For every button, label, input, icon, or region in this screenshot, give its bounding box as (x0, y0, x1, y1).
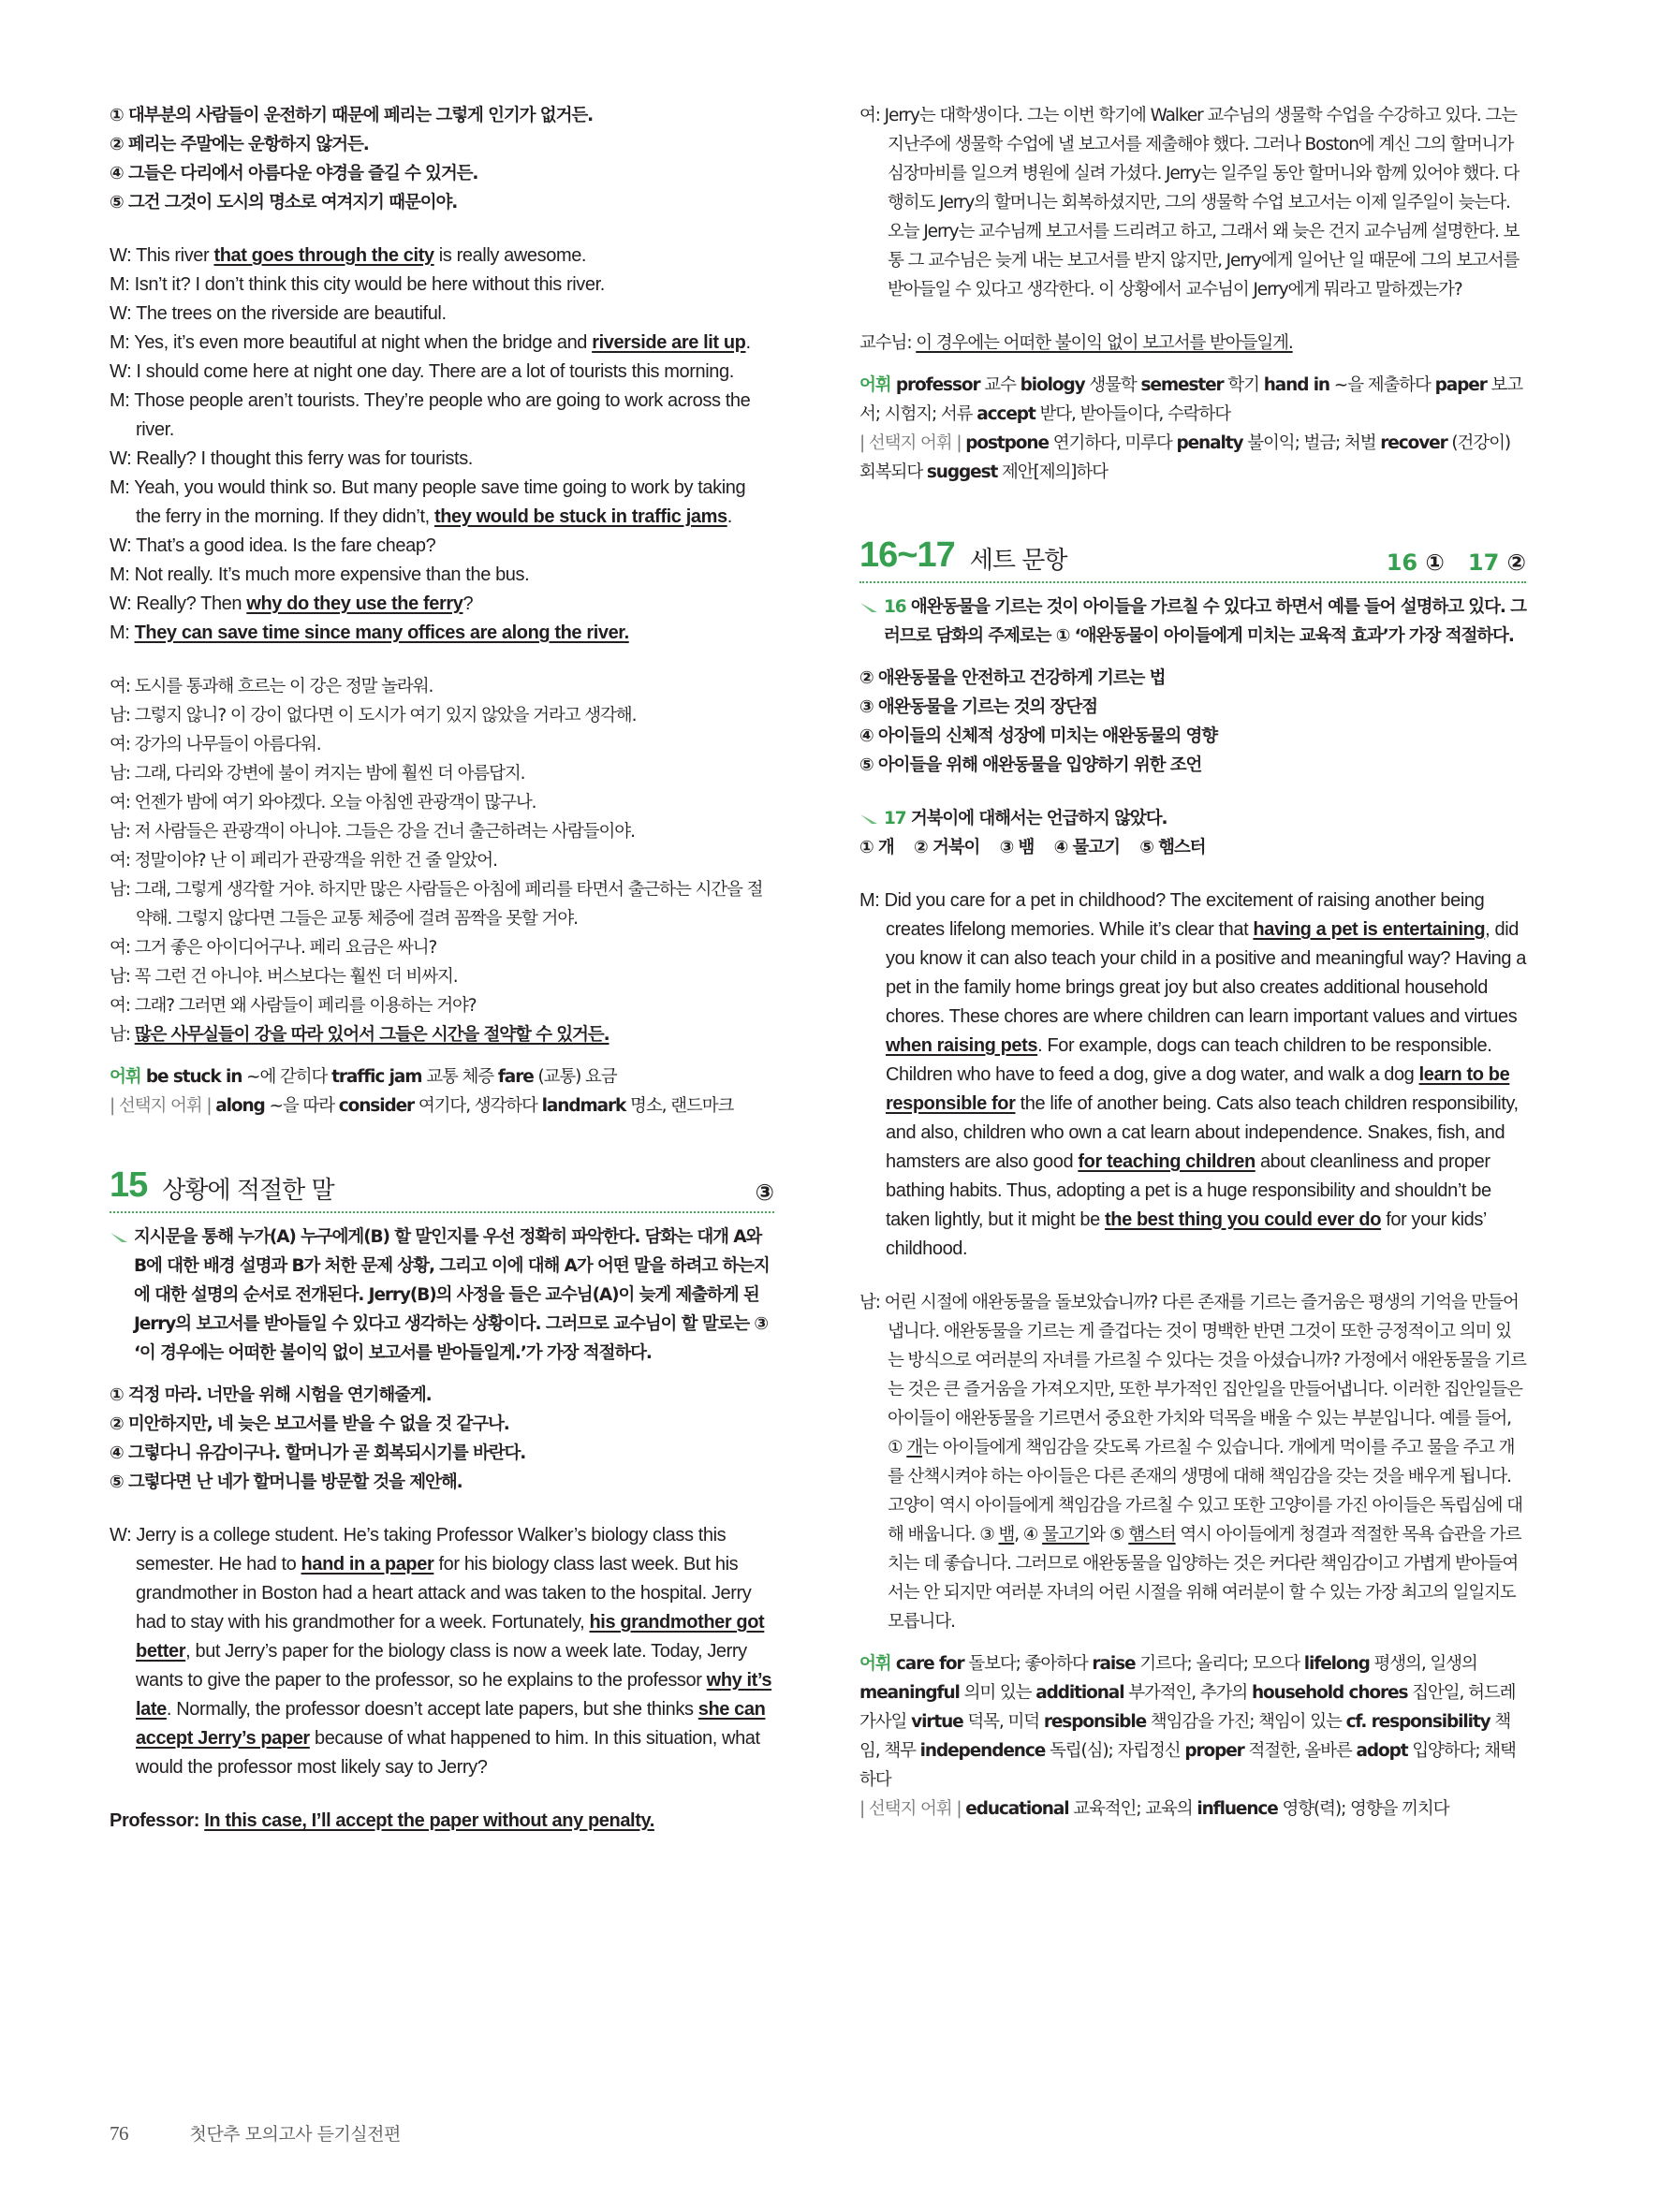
bold-text: be stuck in (145, 1067, 242, 1087)
bold-text: virtue (911, 1712, 963, 1732)
question-16-explanation (859, 593, 1526, 651)
dialogue-line (110, 271, 774, 300)
vocab-label: 어휘 (859, 375, 896, 395)
text-segment: for your kids’ childhood. (886, 1209, 1487, 1259)
text-segment: 독립(심); 자립정신 (1045, 1741, 1185, 1761)
choice-vocab-line (110, 1091, 774, 1121)
section-answer: ③ (755, 1179, 774, 1206)
text-segment: W: Really? Then (110, 593, 247, 614)
text-segment: , but Jerry’s paper for the biology class is now a week late. Today, Jerry wants to give the paper to the professor, so he explains to the professor (136, 1641, 747, 1691)
bold-text: lifelong (1303, 1654, 1370, 1674)
vocab-label: 어휘 (859, 1654, 896, 1674)
text-segment: 16 (884, 597, 906, 617)
text-segment: 여: 언젠가 밤에 여기 와야겠다. 오늘 아침엔 관광객이 많구나. (110, 793, 536, 813)
text-segment: . (727, 506, 732, 527)
underlined-text: They can save time since many offices are along the river. (134, 623, 629, 643)
section-15-explanation (110, 1223, 774, 1368)
underlined-text: when raising pets (886, 1035, 1038, 1056)
text-segment: ~을 제출하다 (1329, 375, 1435, 395)
section-answers: 16 ① 17 ② (1386, 549, 1526, 576)
text-segment: 남: (110, 1025, 135, 1045)
text-segment: M: Not really. It’s much more expensive than the bus. (110, 564, 530, 585)
bold-text: hand in (1263, 375, 1330, 395)
text-segment: ? (463, 593, 474, 614)
underlined-text: his grandmother got better (136, 1612, 765, 1662)
text-segment: 교육적인; 교육의 (1068, 1799, 1197, 1819)
dialogue-line (110, 329, 774, 358)
text-segment: M: (110, 623, 135, 643)
dialogue-line (110, 846, 774, 875)
bold-text: landmark (541, 1096, 626, 1116)
text-segment: 받다, 받아들이다, 수락하다 (1035, 404, 1231, 424)
text-segment: 거북이에 대해서는 언급하지 않았다. (905, 809, 1167, 828)
section-15-choices (110, 1381, 774, 1497)
text-segment: 17 (884, 809, 906, 828)
section-15-vocabulary (859, 371, 1526, 487)
pencil-tick-icon (110, 1231, 128, 1244)
choice-vocab-line (859, 1795, 1526, 1824)
section-15-header (110, 1165, 774, 1213)
underlined-text: 햄스터 (1128, 1525, 1176, 1545)
text-segment: 책임감을 가진; 책임이 있는 (1146, 1712, 1346, 1732)
underlined-text: why it’s late (136, 1670, 772, 1720)
dialogue-line (110, 875, 774, 933)
dialogue-line (110, 358, 774, 387)
text-segment: 여기다, 생각하다 (414, 1096, 542, 1116)
text-segment: 학기 (1223, 375, 1264, 395)
dialogue-line (110, 788, 774, 817)
question-17-explanation (859, 804, 1526, 833)
underlined-text: riverside are lit up (592, 332, 746, 353)
text-segment: 연기하다, 미루다 (1048, 433, 1177, 453)
underlined-text: learn to be responsible for (886, 1064, 1510, 1114)
bold-text: educational (965, 1799, 1069, 1819)
dialogue-line (110, 590, 774, 619)
text-segment: W: This river (110, 245, 214, 266)
section-title: 상황에 적절한 말 (162, 1177, 334, 1205)
underlined-text: In this case, I’ll accept the paper without any penalty. (204, 1810, 654, 1831)
text-segment: 애완동물을 기르는 것이 아이들을 가르칠 수 있다고 하면서 예를 들어 설명하고 있다. 그러므로 담화의 주제로는 ① (884, 597, 1526, 646)
text-segment: 역시 아이들에게 청결과 적절한 목욕 습관을 가르치는 데 좋습니다. 그러므로 애완동물을 입양하는 것은 커다란 책임감이고 가볍게 받아들여서는 안 되지만 여러분 자녀의 어린 시절을 위해 여러분이 할 수 있는 가장 최고의 일일지도 모릅니다. (888, 1525, 1521, 1632)
text-segment: 남: 그렇지 않니? 이 강이 없다면 이 도시가 여기 있지 않았을 거라고 생각해. (110, 706, 637, 725)
text-segment: M: Those people aren’t tourists. They’re people who are going to work across the river. (110, 390, 751, 440)
text-segment: (교통) 요금 (533, 1067, 617, 1087)
q14-vocabulary (110, 1062, 774, 1121)
section-15-answer-line (110, 1807, 774, 1836)
text-segment: 입양하다; 채택하다 (859, 1741, 1516, 1790)
choice-item: ④ 아이들의 신체적 성장에 미치는 애완동물의 영향 (859, 726, 1218, 746)
choice-item: ② 애완동물을 안전하고 건강하게 기르는 법 (859, 668, 1166, 688)
underlined-text: that goes through the city (213, 245, 434, 266)
underlined-text: why do they use the ferry (246, 593, 463, 614)
text-segment: W: That’s a good idea. Is the fare cheap? (110, 535, 436, 556)
text-segment: . Normally, the professor doesn’t accept late papers, but she thinks (166, 1699, 698, 1720)
underlined-text: they would be stuck in traffic jams (433, 506, 727, 527)
underlined-text: having a pet is entertaining (1253, 919, 1486, 940)
bold-text: cf. responsibility (1345, 1712, 1490, 1732)
text-segment: 교수 (979, 375, 1021, 395)
bold-text: paper (1434, 375, 1487, 395)
text-segment: M: Isn’t it? I don’t think this city would be here without this river. (110, 274, 605, 295)
underlined-text: 뱀 (998, 1525, 1015, 1545)
choice-vocab-label: | 선택지 어휘 | (859, 433, 966, 453)
bold-text: adopt (1356, 1741, 1408, 1761)
underlined-text: 개 (906, 1438, 923, 1458)
text-segment: 남: 그래, 다리와 강변에 불이 켜지는 밤에 훨씬 더 아름답지. (110, 764, 525, 784)
text-segment: 여: 그거 좋은 아이디어구나. 페리 요금은 싸니? (110, 938, 437, 958)
bold-text: semester (1140, 375, 1224, 395)
text-segment: because of what happened to him. In this situation, what would the professor most likely say to Jerry? (136, 1728, 760, 1778)
pencil-tick-icon (859, 601, 878, 614)
choice-vocab-line (859, 429, 1526, 487)
text-segment: about cleanliness and proper bathing habits. Thus, adopting a pet is a huge responsibility and shouldn’t be taken lightly, but it might be (886, 1151, 1491, 1230)
bold-text: influence (1197, 1799, 1278, 1819)
question-17-choices: ① 개 ② 거북이 ③ 뱀 ④ 물고기 ⑤ 햄스터 (859, 838, 1206, 857)
bold-text: independence (919, 1741, 1046, 1761)
section-16-17-header (859, 535, 1526, 583)
q14-dialogue-en (110, 242, 774, 648)
bold-text: care for (895, 1654, 964, 1674)
dialogue-line (110, 1020, 774, 1049)
text-segment: 교통 체증 (421, 1067, 498, 1087)
page-number: 76 (110, 2122, 128, 2145)
text-segment: 여: 강가의 나무들이 아름다워. (110, 735, 321, 754)
text-segment: 남: 저 사람들은 관광객이 아니야. 그들은 강을 건너 출근하려는 사람들이야. (110, 822, 635, 842)
q14-dialogue-ko (110, 672, 774, 1049)
text-segment: 기르다; 올리다; 모으다 (1135, 1654, 1304, 1674)
choice-item: ② 페리는 주말에는 운항하지 않거든. (110, 135, 369, 154)
text-segment: 교수님: (859, 333, 917, 353)
text-segment: ~을 따라 (264, 1096, 339, 1116)
text-segment: 가 가장 적절하다. (525, 1343, 652, 1363)
bold-text: additional (1035, 1683, 1124, 1703)
text-segment: 명소, 랜드마크 (625, 1096, 734, 1116)
text-segment: M: Did you care for a pet in childhood? The excitement of raising another being creates lifelong memories. While it’s clear that (859, 890, 1485, 940)
choice-vocab-label: | 선택지 어휘 | (110, 1096, 216, 1116)
dialogue-line (110, 532, 774, 561)
dialogue-line (110, 817, 774, 846)
text-segment: M: Yes, it’s even more beautiful at night when the bridge and (110, 332, 593, 353)
dialogue-line (110, 445, 774, 474)
text-segment: 돌보다; 좋아하다 (963, 1654, 1093, 1674)
text-segment: 보고서; 시험지; 서류 (859, 375, 1523, 424)
bold-text: fare (497, 1067, 534, 1087)
bold-text: raise (1092, 1654, 1136, 1674)
dialogue-line (110, 387, 774, 445)
text-segment: . (745, 332, 751, 353)
text-segment: , ④ (1014, 1525, 1043, 1545)
dialogue-line (110, 474, 774, 532)
text-segment: M: Yeah, you would think so. But many people save time going to work by taking the ferry in the morning. If they didn’t, (110, 477, 746, 527)
bold-text: biology (1020, 375, 1085, 395)
text-segment: 남: 그래, 그렇게 생각할 거야. 하지만 많은 사람들은 아침에 페리를 타면서 출근하는 시간을 절약해. 그렇지 않다면 그들은 교통 체증에 걸려 꼼짝을 못할 거야. (110, 880, 763, 929)
text-segment: 평생의, 일생의 (1369, 1654, 1477, 1674)
text-segment: W: Really? I thought this ferry was for tourists. (110, 448, 473, 469)
text-segment: 제안[제의]하다 (997, 462, 1108, 482)
section-number: 16~17 (859, 535, 955, 575)
bold-text: ‘이 경우에는 어떠한 불이익 없이 보고서를 받아들일게.’ (134, 1343, 526, 1363)
underlined-text: 물고기 (1042, 1525, 1090, 1545)
dialogue-line (110, 730, 774, 759)
text-segment: is really awesome. (433, 245, 587, 266)
choice-item: ② 미안하지만, 네 늦은 보고서를 받을 수 없을 것 같구나. (110, 1414, 509, 1434)
section-16-17-passage-ko (859, 1288, 1526, 1636)
text-segment: for his biology class last week. But his grandmother in Boston had a heart attack and was taken to the hospital. Jerry had to stay with his grandmother for a week. Fortunately, (136, 1554, 752, 1633)
section-15-passage-ko: 여: Jerry는 대학생이다. 그는 이번 학기에 Walker 교수님의 생물학 수업을 수강하고 있다. 그는 지난주에 생물학 수업에 낼 보고서를 제출해야 했다. 그러나 Boston에 계신 그의 할머니가 심장마비를 일으켜 병원에 실려 가셨다. Jerry는 일주일 동안 할머니와 함께 있어야 했다. 다행히도 Jerry의 할머니는 회복하셨지만, 그의 생물학 수업 보고서는 이제 일주일이 늦는다. 오늘 Jerry는 교수님께 보고서를 드리려고 하고, 그래서 왜 늦은 건지 교수님께 설명한다. 보통 그 교수님은 늦게 내는 보고서를 받지 않지만, Jerry에게 일어난 일 때문에 그의 보고서를 받아들일 수 있다고 생각한다. 이 상황에서 교수님이 Jerry에게 뭐라고 말하겠는가? (859, 106, 1520, 300)
underlined-text: she can accept Jerry’s paper (136, 1699, 766, 1749)
underlined-text: 이 경우에는 어떠한 불이익 없이 보고서를 받아들일게. (916, 333, 1293, 353)
bold-text: proper (1184, 1741, 1244, 1761)
text-segment: the life of another being. Cats also teach children responsibility, and also, children who own a cat learn about independence. Snakes, fish, and hamsters are also good (886, 1093, 1519, 1172)
bold-text: postpone (965, 433, 1049, 453)
choice-item: ① 대부분의 사람들이 운전하기 때문에 페리는 그렇게 인기가 없거든. (110, 106, 594, 125)
text-segment: 의미 있는 (959, 1683, 1036, 1703)
bold-text: responsible (1043, 1712, 1147, 1732)
underlined-text: the best thing you could ever do (1105, 1209, 1382, 1230)
section-16-17-passage-en (859, 886, 1526, 1264)
dialogue-line (110, 619, 774, 648)
underlined-text: hand in a paper (301, 1554, 434, 1575)
text-segment: . For example, dogs can teach children to be responsible. Children who have to feed a dog, give a dog water, and walk a dog (886, 1035, 1492, 1085)
dialogue-line (110, 759, 774, 788)
choice-item: ⑤ 아이들을 위해 애완동물을 입양하기 위한 조언 (859, 755, 1202, 775)
left-column (110, 101, 774, 1836)
text-segment: 여: 그래? 그러면 왜 사람들이 페리를 이용하는 거야? (110, 996, 477, 1016)
dialogue-line (110, 561, 774, 590)
text-segment: W: The trees on the riverside are beautiful. (110, 303, 447, 324)
vocab-line (110, 1062, 774, 1091)
right-column (859, 101, 1526, 1824)
dialogue-line (110, 933, 774, 962)
bold-text: meaningful (859, 1683, 960, 1703)
dialogue-line (110, 672, 774, 701)
vocab-line (859, 1649, 1526, 1795)
question-16-choices (859, 664, 1526, 780)
dialogue-line (110, 242, 774, 271)
section-15-answer-ko (859, 329, 1526, 358)
bold-text: household chores (1251, 1683, 1408, 1703)
choice-item: ③ 애완동물을 기르는 것의 장단점 (859, 697, 1097, 717)
book-title: 첫단추 모의고사 듣기실전편 (189, 2124, 401, 2145)
text-segment: ~에 갇히다 (242, 1067, 332, 1087)
choice-item: ④ 그렇다니 유감이구나. 할머니가 곧 회복되시기를 바란다. (110, 1443, 526, 1463)
choice-item: ⑤ 그렇다면 난 네가 할머니를 방문할 것을 제안해. (110, 1472, 463, 1492)
section-title: 세트 문항 (969, 547, 1067, 575)
text-segment: 여: 정말이야? 난 이 페리가 관광객을 위한 건 줄 알았어. (110, 851, 497, 871)
text-segment: 가 가장 적절하다. (1388, 626, 1514, 646)
page-footer (110, 2120, 401, 2146)
text-segment: 와 ⑤ (1089, 1525, 1129, 1545)
section-number: 15 (110, 1165, 148, 1205)
choice-item: ① 걱정 마라. 너만을 위해 시험을 연기해줄게. (110, 1385, 432, 1405)
text-segment: 여: 도시를 통과해 흐르는 이 강은 정말 놀라워. (110, 677, 433, 696)
bold-text: ‘애완동물이 아이들에게 미치는 교육적 효과’ (1074, 626, 1388, 646)
underlined-text: for teaching children (1078, 1151, 1256, 1172)
bold-text: along (215, 1096, 265, 1116)
text-segment: 집안일, 허드레 가사일 (859, 1683, 1516, 1732)
bold-text: traffic jam (331, 1067, 422, 1087)
dialogue-line (110, 701, 774, 730)
text-segment: 영향(력); 영향을 끼치다 (1277, 1799, 1449, 1819)
bold-text: penalty (1176, 433, 1243, 453)
section-16-17-vocabulary (859, 1649, 1526, 1824)
text-segment: 책임, 책무 (859, 1712, 1511, 1761)
text-segment: 덕목, 미덕 (962, 1712, 1044, 1732)
text-segment: W: Jerry is a college student. He’s taking Professor Walker’s biology class this semester. He had to (110, 1525, 727, 1575)
vocab-line (859, 371, 1526, 429)
text-segment: (건강이) 회복되다 (859, 433, 1510, 482)
bold-text: suggest (926, 462, 998, 482)
underlined-text: 많은 사무실들이 강을 따라 있어서 그들은 시간을 절약할 수 있거든. (134, 1025, 609, 1045)
text-segment: W: I should come here at night one day. There are a lot of tourists this morning. (110, 361, 734, 382)
pencil-tick-icon (859, 813, 878, 826)
text-segment: 남: 꼭 그런 건 아니야. 버스보다는 훨씬 더 비싸지. (110, 967, 458, 987)
choice-item: ④ 그들은 다리에서 아름다운 야경을 즐길 수 있거든. (110, 164, 478, 183)
dialogue-line (110, 962, 774, 991)
choice-item: ⑤ 그건 그것이 도시의 명소로 여겨지기 때문이야. (110, 193, 458, 212)
text-segment: 적절한, 올바른 (1243, 1741, 1357, 1761)
text-segment: 지시문을 통해 누가(A) 누구에게(B) 할 말인지를 우선 정확히 파악한다. 담화는 대개 A와 B에 대한 배경 설명과 B가 처한 문제 상황, 그리고 이에 대해 A가 어떤 말을 하려고 하는지에 대한 설명의 순서로 전개된다. Jerry(B)의 사정을 들은 교수님(A)이 늦게 제출하게 된 Jerry의 보고서를 받아들일 수 있다고 생각하는 상황이다. 그러므로 교수님이 할 말로는 ③ (134, 1227, 770, 1334)
section-15-passage (110, 1521, 774, 1782)
bold-text: consider (338, 1096, 415, 1116)
dialogue-line (110, 991, 774, 1020)
dialogue-line (110, 300, 774, 329)
q14-choices (110, 101, 774, 217)
text-segment: 부가적인, 추가의 (1123, 1683, 1252, 1703)
vocab-label: 어휘 (110, 1067, 146, 1087)
choice-vocab-label: | 선택지 어휘 | (859, 1799, 966, 1819)
text-segment: 생물학 (1084, 375, 1141, 395)
text-segment: 남: 어린 시절에 애완동물을 돌보았습니까? 다른 존재를 기르는 즐거움은 평생의 기억을 만들어냅니다. 애완동물을 기르는 게 즐겁다는 것이 명백한 반면 그것이 또한 긍정적이고 의미 있는 방식으로 여러분의 자녀를 가르칠 수 있다는 것을 아셨습니까? 가정에서 애완동물을 기르는 것은 큰 즐거움을 가져오지만, 또한 부가적인 집안일을 만들어냅니다. 이러한 집안일들은 아이들이 애완동물을 기르면서 중요한 가치와 덕목을 배울 수 있는 부분입니다. 예를 들어, ① (859, 1293, 1526, 1458)
text-segment: , did you know it can also teach your child in a positive and meaningful way? Having a pet in the family home brings great joy but also creates additional household chores. These chores are where children can learn important values and virtues (886, 919, 1526, 1027)
bold-text: accept (976, 404, 1035, 424)
bold-text: professor (895, 375, 980, 395)
bold-text: recover (1380, 433, 1447, 453)
text-segment: Professor: (110, 1810, 205, 1831)
text-segment: 불이익; 벌금; 처벌 (1242, 433, 1381, 453)
text-segment: 는 아이들에게 책임감을 갖도록 가르칠 수 있습니다. 개에게 먹이를 주고 물을 주고 개를 산책시켜야 하는 아이들은 다른 존재의 생명에 대해 책임감을 갖는 것을 배우게 됩니다. 고양이 역시 아이들에게 책임감을 가르칠 수 있고 또한 고양이를 가진 아이들은 독립심에 대해 배웁니다. ③ (888, 1438, 1522, 1545)
